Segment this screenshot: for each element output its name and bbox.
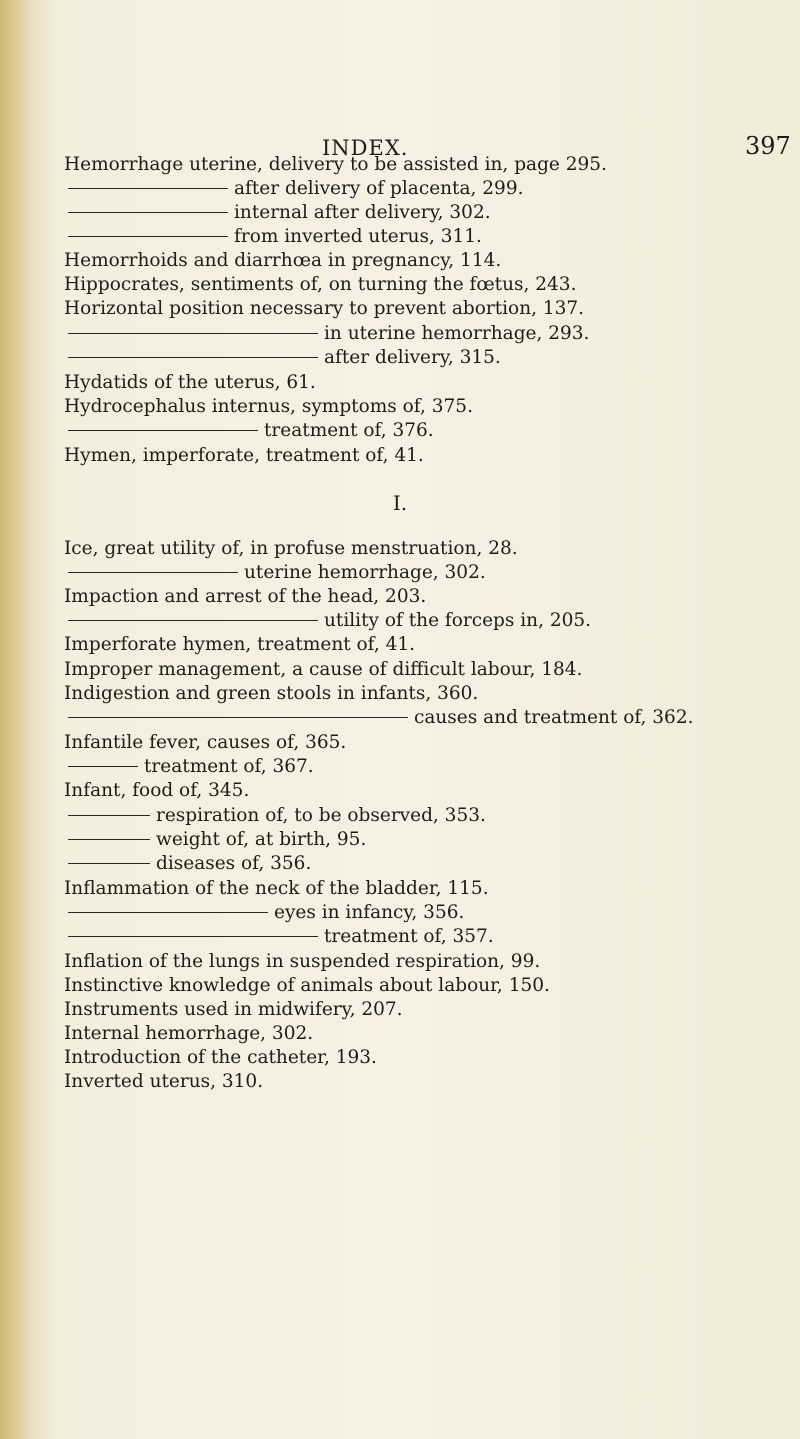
entry-text: treatment of, 357. [324, 926, 494, 947]
index-entry [64, 950, 800, 974]
index-subentry [64, 925, 800, 949]
ditto-rule [68, 357, 318, 358]
index-entry [64, 658, 800, 682]
index-subentry [64, 177, 800, 201]
section-letter: I. [392, 491, 408, 515]
entry-text: internal after delivery, 302. [234, 202, 491, 223]
ditto-rule [68, 839, 150, 840]
index-subentry [64, 901, 800, 925]
index-subentry [64, 225, 800, 249]
index-subentry [64, 755, 800, 779]
index-entry [64, 273, 800, 297]
entry-text: Hemorrhage uterine, delivery to be assisted in, page 295. [64, 154, 607, 175]
ditto-rule [68, 236, 228, 237]
ditto-rule [68, 815, 150, 816]
entry-text: after delivery of placenta, 299. [234, 178, 524, 199]
entry-text: Instruments used in midwifery, 207. [64, 999, 403, 1020]
ditto-rule [68, 430, 258, 431]
index-entry [64, 779, 800, 803]
entry-text: Infant, food of, 345. [64, 780, 250, 801]
index-subentry [64, 706, 800, 730]
ditto-rule [68, 572, 238, 573]
index-entry [64, 633, 800, 657]
entry-text: Hemorrhoids and diarrhœa in pregnancy, 114. [64, 250, 502, 271]
entry-text: from inverted uterus, 311. [234, 226, 482, 247]
index-entry [64, 682, 800, 706]
entry-text: Internal hemorrhage, 302. [64, 1023, 314, 1044]
index-entry [64, 153, 800, 177]
ditto-rule [68, 188, 228, 189]
index-entry [64, 585, 800, 609]
entry-text: Introduction of the catheter, 193. [64, 1047, 377, 1068]
ditto-rule [68, 912, 268, 913]
entry-text: Horizontal position necessary to prevent abortion, 137. [64, 298, 585, 319]
entry-text: treatment of, 367. [144, 756, 314, 777]
index-entry [64, 297, 800, 321]
index-subentry [64, 609, 800, 633]
ditto-rule [68, 766, 138, 767]
index-entry [64, 249, 800, 273]
entry-text: Hippocrates, sentiments of, on turning the fœtus, 243. [64, 274, 577, 295]
index-entry [64, 731, 800, 755]
index-subentry [64, 828, 800, 852]
index-subentry [64, 322, 800, 346]
ditto-rule [68, 863, 150, 864]
entry-text: uterine hemorrhage, 302. [244, 562, 486, 583]
entry-text: diseases of, 356. [156, 853, 312, 874]
entry-text: utility of the forceps in, 205. [324, 610, 592, 631]
entry-text: after delivery, 315. [324, 347, 501, 368]
ditto-rule [68, 936, 318, 937]
page-header [0, 118, 800, 160]
index-entry [64, 998, 800, 1022]
ditto-rule [68, 333, 318, 334]
entry-text: eyes in infancy, 356. [274, 902, 465, 923]
index-subentry [64, 201, 800, 225]
entry-text: Imperforate hymen, treatment of, 41. [64, 634, 416, 655]
page-number: 397 [745, 132, 791, 160]
entry-text: in uterine hemorrhage, 293. [324, 323, 590, 344]
entry-text: treatment of, 376. [264, 420, 434, 441]
index-entry [64, 537, 800, 561]
index-subentry [64, 346, 800, 370]
index-entry [64, 444, 800, 468]
index-entry [64, 371, 800, 395]
index-subentry [64, 804, 800, 828]
index-subentry [64, 561, 800, 585]
entry-text: Instinctive knowledge of animals about labour, 150. [64, 975, 550, 996]
entry-text: respiration of, to be observed, 353. [156, 805, 486, 826]
index-entry [64, 395, 800, 419]
entry-text: weight of, at birth, 95. [156, 829, 367, 850]
entry-text: causes and treatment of, 362. [414, 707, 694, 728]
entry-text: Inflation of the lungs in suspended respiration, 99. [64, 951, 541, 972]
ditto-rule [68, 717, 408, 718]
running-title: INDEX. [322, 136, 409, 160]
entry-text: Impaction and arrest of the head, 203. [64, 586, 427, 607]
index-entry [64, 1046, 800, 1070]
ditto-rule [68, 212, 228, 213]
entry-text: Ice, great utility of, in profuse menstruation, 28. [64, 538, 518, 559]
index-entry [64, 877, 800, 901]
entry-text: Hydrocephalus internus, symptoms of, 375. [64, 396, 473, 417]
entry-text: Infantile fever, causes of, 365. [64, 732, 347, 753]
index-entry [64, 1070, 800, 1094]
entry-text: Indigestion and green stools in infants, 360. [64, 683, 479, 704]
entry-text: Hydatids of the uterus, 61. [64, 372, 316, 393]
ditto-rule [68, 620, 318, 621]
entry-text: Inflammation of the neck of the bladder, 115. [64, 878, 489, 899]
entry-text: Hymen, imperforate, treatment of, 41. [64, 445, 424, 466]
entry-text: Inverted uterus, 310. [64, 1071, 264, 1092]
entry-text: Improper management, a cause of difficult labour, 184. [64, 659, 583, 680]
index-subentry [64, 852, 800, 876]
index-subentry [64, 419, 800, 443]
index-entry [64, 974, 800, 998]
index-entry [64, 1022, 800, 1046]
